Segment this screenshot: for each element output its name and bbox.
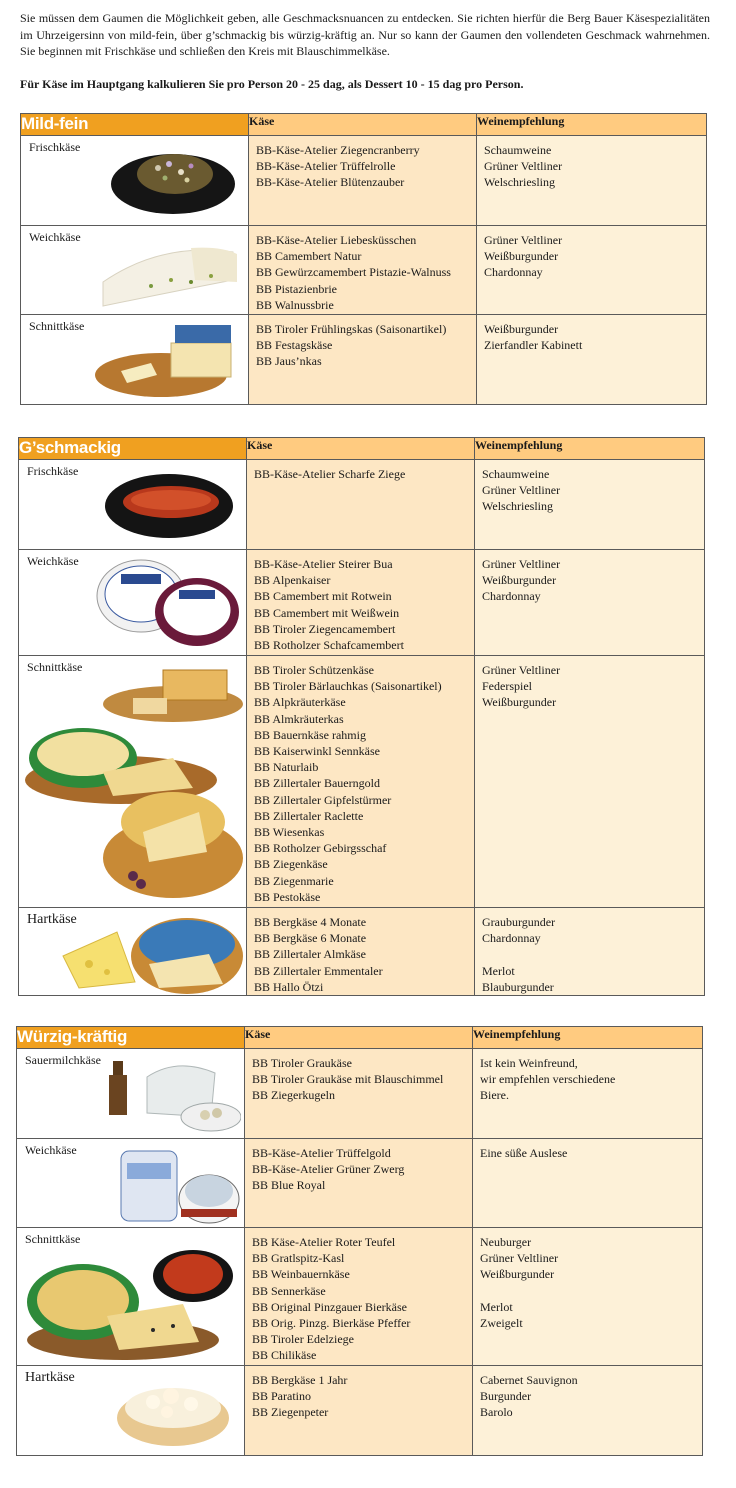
cheese-type: Hartkäse [27, 912, 77, 927]
list-item: BB Rotholzer Gebirgsschaf [254, 841, 387, 856]
list-item: BB Chilikäse [252, 1348, 317, 1363]
list-item: BB Tiroler Edelziege [252, 1332, 354, 1347]
camembert-boxes-image [93, 554, 243, 652]
list-item: BB Bergkäse 1 Jahr [252, 1373, 348, 1387]
list-item: Schaumweine [484, 143, 552, 157]
list-item: BB Gewürzcamembert Pistazie-Walnuss [256, 265, 451, 280]
wine-list [473, 1366, 702, 1421]
list-item: BB Gratlspitz-Kasl [252, 1251, 345, 1266]
wine-list [475, 656, 704, 711]
section-title: Mild-fein [21, 114, 249, 136]
list-item: Federspiel [482, 679, 532, 694]
list-item: BB Camembert mit Weißwein [254, 605, 400, 620]
cheese-type: Weichkäse [29, 230, 81, 244]
list-item: BB Alpenkaiser [254, 573, 331, 588]
cheese-list [249, 315, 476, 370]
list-item: BB-Käse-Atelier Steirer Bua [254, 557, 393, 571]
list-item: Grüner Veltliner [484, 233, 563, 247]
section-wuerzig-kraeftig [16, 1026, 703, 1456]
cheese-type: Schnittkäse [27, 660, 83, 674]
list-item: Grüner Veltliner [482, 483, 561, 498]
list-item: Grauburgunder [482, 915, 556, 929]
list-item: BB Käse-Atelier Roter Teufel [252, 1235, 396, 1249]
list-item: BB Paratino [252, 1389, 311, 1404]
list-item: Eine süße Auslese [480, 1146, 568, 1160]
table-row [21, 315, 707, 405]
list-item: BB Rotholzer Schafcamembert [254, 638, 404, 653]
cheese-list [245, 1139, 472, 1194]
wine-list [475, 908, 704, 995]
list-item: BB Almkräuterkas [254, 711, 344, 726]
schnittkaese-spicy-image [23, 1246, 241, 1362]
frischkaese-chili-roll-image [99, 466, 241, 544]
list-item: Blauburgunder [482, 979, 554, 994]
list-item: BB Tiroler Schützenkäse [254, 663, 374, 677]
cheese-list [245, 1366, 472, 1421]
list-item: Ist kein Weinfreund, [480, 1056, 578, 1070]
column-header-wein: Weinempfehlung [475, 438, 705, 460]
cheese-list [249, 136, 476, 191]
list-item: BB Ziegerkugeln [252, 1088, 335, 1103]
cheese-type: Schnittkäse [25, 1232, 81, 1246]
column-header-wein: Weinempfehlung [473, 1027, 703, 1049]
hartkaese-wedges-image [59, 912, 243, 994]
list-item: Chardonnay [482, 589, 541, 604]
list-item: BB-Käse-Atelier Ziegencranberry [256, 143, 420, 157]
list-item: Welschriesling [482, 499, 554, 514]
list-item: BB Zillertaler Emmentaler [254, 963, 383, 978]
cheese-type: Sauermilchkäse [25, 1053, 101, 1067]
wine-list [477, 136, 706, 191]
sauermilchkaese-plate-image [107, 1053, 241, 1137]
table-row [19, 460, 705, 550]
list-item: BB Pistazienbrie [256, 281, 337, 296]
list-item: BB Zillertaler Gipfelstürmer [254, 792, 392, 807]
list-item: Burgunder [480, 1389, 532, 1404]
list-item: Barolo [480, 1405, 513, 1420]
cheese-list [247, 908, 474, 995]
cheese-type: Weichkäse [27, 554, 79, 568]
list-item: BB-Käse-Atelier Scharfe Ziege [254, 467, 406, 481]
wine-list [477, 226, 706, 281]
schnittkaese-boards-image [23, 662, 245, 902]
list-item: BB Tiroler Ziegencamembert [254, 621, 396, 636]
table-row [21, 226, 707, 315]
column-header-kaese: Käse [249, 114, 477, 136]
table-row [17, 1228, 703, 1366]
list-item: BB-Käse-Atelier Liebesküsschen [256, 233, 417, 247]
list-item: BB Sennerkäse [252, 1283, 326, 1298]
list-item: Weißburgunder [484, 249, 559, 264]
list-item: Grüner Veltliner [482, 663, 561, 677]
list-item [482, 946, 697, 962]
list-item: Zierfandler Kabinett [484, 338, 583, 353]
list-item: BB Bergkäse 6 Monate [254, 931, 367, 946]
list-item: BB Tiroler Graukäse mit Blauschimmel [252, 1072, 444, 1087]
cheese-type: Schnittkäse [29, 319, 85, 333]
list-item: Zweigelt [480, 1316, 523, 1330]
list-item: Weißburgunder [482, 695, 557, 710]
list-item: BB Tiroler Graukäse [252, 1056, 352, 1070]
list-item: Welschriesling [484, 175, 556, 190]
list-item: BB Wiesenkas [254, 825, 325, 840]
list-item: BB Zillertaler Bauerngold [254, 776, 380, 791]
list-item: BB Festagskäse [256, 338, 333, 353]
frischkaese-roll-image [103, 142, 243, 218]
list-item: BB Jaus’nkas [256, 354, 322, 369]
list-item: Weißburgunder [482, 573, 557, 588]
cheese-type: Hartkäse [25, 1370, 75, 1385]
table-row [19, 656, 705, 908]
hartkaese-bowl-image [113, 1372, 235, 1450]
table-row [17, 1139, 703, 1228]
list-item: BB Weinbauernkäse [252, 1267, 350, 1282]
wine-list [477, 315, 706, 353]
list-item: BB Tiroler Bärlauchkas (Saisonartikel) [254, 679, 442, 694]
list-item: BB-Käse-Atelier Grüner Zwerg [252, 1162, 405, 1177]
list-item: BB Zillertaler Almkäse [254, 947, 366, 962]
list-item: BB Kaiserwinkl Sennkäse [254, 744, 380, 759]
column-header-kaese: Käse [247, 438, 475, 460]
cheese-list [249, 226, 476, 313]
list-item: Schaumweine [482, 467, 550, 481]
cheese-list [245, 1228, 472, 1364]
list-item: Weißburgunder [480, 1267, 555, 1282]
portion-note: Für Käse im Hauptgang kalkulieren Sie pro Person 20 - 25 dag, als Dessert 10 - 15 dag pro Person. [20, 77, 524, 91]
list-item: BB Ziegenpeter [252, 1405, 329, 1420]
intro-paragraph: Sie müssen dem Gaumen die Möglichkeit geben, alle Geschmacksnuancen zu entdecken. Sie richten hierfür die Berg Bauer Käsespezialitäten im Uhrzeigersinn von mild-fein, über g’schmackig bis würzig-kräftig an. Nur so kann der Gaumen den vollendeten Geschmack wahrnehmen. Sie beginnen mit Frischkäse und schließen den Kreis mit Blauschimmelkäse. [20, 11, 710, 58]
list-item: BB Zillertaler Raclette [254, 808, 364, 823]
list-item: BB-Käse-Atelier Blütenzauber [256, 175, 405, 190]
list-item [480, 1283, 695, 1299]
list-item: Biere. [480, 1088, 509, 1103]
wine-list [475, 460, 704, 515]
table-row [17, 1049, 703, 1139]
list-item: BB Ziegenkäse [254, 857, 328, 872]
list-item: Grüner Veltliner [480, 1251, 559, 1266]
table-row [19, 908, 705, 996]
cheese-list [247, 460, 474, 482]
list-item: Merlot [480, 1299, 513, 1314]
list-item: BB Bergkäse 4 Monate [254, 915, 367, 929]
column-header-kaese: Käse [245, 1027, 473, 1049]
list-item: BB Original Pinzgauer Bierkäse [252, 1299, 407, 1314]
wine-list [475, 550, 704, 605]
list-item: BB Blue Royal [252, 1178, 326, 1193]
list-item: BB Orig. Pinzg. Bierkäse Pfeffer [252, 1316, 411, 1331]
list-item: BB Bauernkäse rahmig [254, 727, 366, 742]
wine-list [473, 1049, 702, 1104]
list-item: Chardonnay [482, 931, 541, 946]
list-item: BB Tiroler Frühlingskas (Saisonartikel) [256, 322, 447, 336]
list-item: Merlot [482, 963, 515, 978]
list-item: BB Ziegenmarie [254, 873, 334, 888]
list-item: BB Alpkräuterkäse [254, 695, 346, 710]
section-gschmackig [18, 437, 705, 996]
cheese-list [247, 550, 474, 653]
cheese-type: Frischkäse [29, 140, 81, 154]
wine-list [473, 1139, 702, 1161]
cheese-list [247, 656, 474, 905]
list-item: BB Naturlaib [254, 760, 319, 775]
column-header-wein: Weinempfehlung [477, 114, 707, 136]
list-item: wir empfehlen verschiedene [480, 1072, 616, 1087]
list-item: BB Camembert mit Rotwein [254, 589, 392, 604]
table-row [17, 1366, 703, 1456]
list-item: Grüner Veltliner [484, 159, 563, 174]
list-item: Weißburgunder [484, 322, 559, 336]
cheese-list [245, 1049, 472, 1104]
list-item: BB-Käse-Atelier Trüffelgold [252, 1146, 391, 1160]
table-row [21, 136, 707, 226]
schnittkaese-board-image [91, 319, 243, 401]
cheese-type: Frischkäse [27, 464, 79, 478]
list-item: Neuburger [480, 1235, 532, 1249]
weichkaese-brie-image [91, 232, 241, 310]
list-item: Chardonnay [484, 265, 543, 280]
list-item: BB-Käse-Atelier Trüffelrolle [256, 159, 396, 174]
wine-list [473, 1228, 702, 1331]
section-title: G’schmackig [19, 438, 247, 460]
list-item: BB Camembert Natur [256, 249, 362, 264]
section-title: Würzig-kräftig [17, 1027, 245, 1049]
list-item: BB Pestokäse [254, 889, 321, 904]
table-row [19, 550, 705, 656]
cheese-type: Weichkäse [25, 1143, 77, 1157]
list-item: Grüner Veltliner [482, 557, 561, 571]
list-item: BB Hallo Ötzi [254, 979, 324, 994]
blue-royal-boxes-image [117, 1143, 241, 1225]
list-item: Cabernet Sauvignon [480, 1373, 578, 1387]
list-item: BB Walnussbrie [256, 297, 334, 312]
section-mild-fein [20, 113, 707, 405]
